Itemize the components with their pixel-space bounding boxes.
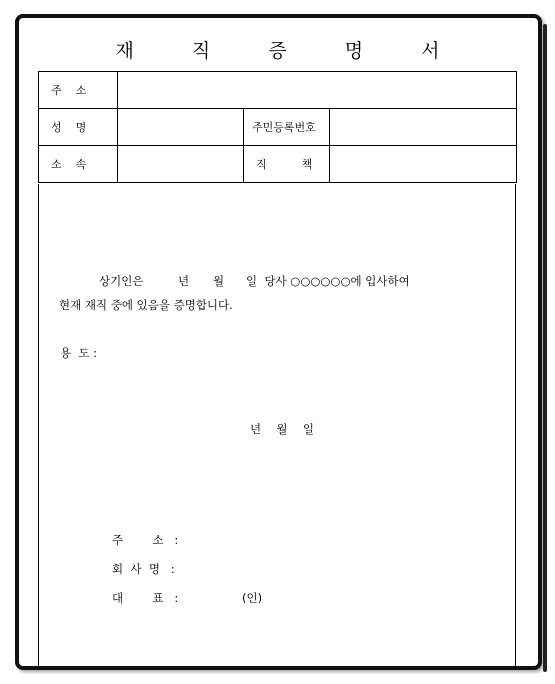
affiliation-label: 소 속 — [39, 146, 118, 183]
position-value-cell[interactable] — [330, 146, 517, 183]
info-table — [38, 71, 517, 183]
affiliation-value-cell[interactable] — [118, 146, 244, 183]
body-text-year: 년 — [178, 274, 190, 288]
issue-date: 년 월 일 — [250, 422, 314, 436]
representative-label: 대 표 : — [112, 591, 179, 605]
body-text-day-company: 일 당사 ○○○○○○에 입사하여 — [246, 274, 410, 288]
seal-mark: (인) — [242, 591, 263, 605]
name-label: 성 명 — [39, 109, 118, 146]
purpose-label: 용 도 : — [60, 346, 98, 360]
resident-number-label: 주민등록번호 — [244, 109, 330, 146]
affiliation-row — [39, 146, 517, 183]
position-label: 직 책 — [244, 146, 330, 183]
address-value-cell[interactable] — [118, 72, 517, 109]
document-title: 재 직 증 명 서 — [115, 40, 466, 62]
name-row — [39, 109, 517, 146]
name-value-cell[interactable] — [118, 109, 244, 146]
resident-number-value-cell[interactable] — [330, 109, 517, 146]
company-name-label: 회 사 명 : — [112, 562, 175, 576]
body-text-intro: 상기인은 — [99, 274, 144, 288]
body-text-statement: 현재 재직 중에 있음을 증명합니다. — [59, 298, 233, 312]
address-label: 주 소 — [39, 72, 118, 109]
body-text-month: 월 — [213, 274, 225, 288]
address-row — [39, 72, 517, 109]
company-address-label: 주 소 : — [112, 533, 179, 547]
